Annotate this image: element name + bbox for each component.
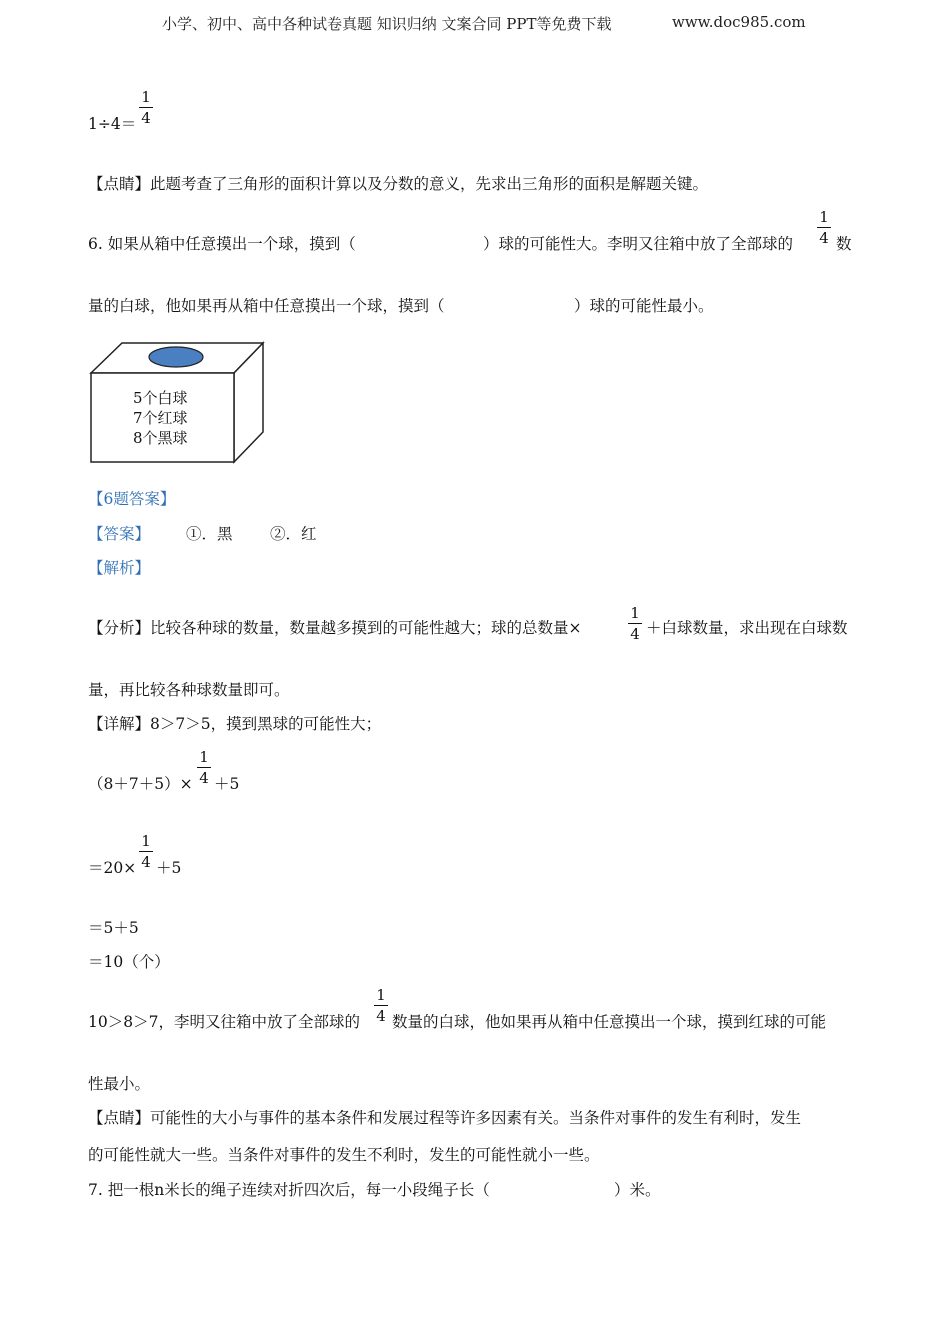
fraction-bar [139,851,153,852]
detail-step4: ＝10（个） [88,953,170,971]
analysis-text3: 量，再比较各种球数量即可。 [88,681,290,699]
answer-heading: 【6题答案】 [88,490,176,508]
box-item-black: 8个黑球 [133,429,188,447]
detail-step1-fraction [197,748,211,787]
q6-part1: 6. 如果从箱中任意摸出一个球，摸到（ [88,235,356,253]
fraction-bar [374,1005,388,1006]
q6-part3: 数 [836,235,852,253]
detail-step2-fraction [139,832,153,871]
q6-line2b: ）球的可能性最小。 [574,297,714,315]
analysis-text1: 比较各种球的数量，数量越多摸到的可能性越大；球的总数量× [150,619,582,637]
detail-text: 8＞7＞5，摸到黑球的可能性大； [150,715,382,733]
answer-1: ①．黑 [186,525,233,543]
answer-2: ②．红 [270,525,317,543]
fraction-numerator: 1 [141,88,151,106]
fraction-numerator: 1 [141,832,151,850]
q7-part2: ）米。 [614,1181,661,1199]
box-item-white: 5个白球 [133,389,188,407]
detail-conclusion-b: 数量的白球，他如果再从箱中任意摸出一个球，摸到红球的可能 [392,1013,827,1031]
fraction-numerator: 1 [819,208,829,226]
detail-tag: 【详解】 [88,715,151,733]
analysis-line1 [88,618,582,638]
fraction-numerator: 1 [199,748,209,766]
analysis-fraction [628,604,642,643]
header-right-link[interactable]: www.doc985.com [672,13,806,31]
fraction-denominator: 4 [630,625,640,643]
fraction-numerator: 1 [376,986,386,1004]
detail-conclusion-fraction [374,986,388,1025]
dianjing-2-tag: 【点睛】 [88,1109,151,1127]
dianjing-1-text: 此题考查了三角形的面积计算以及分数的意义，先求出三角形的面积是解题关键。 [150,175,709,193]
dianjing-2-text2: 的可能性就大一些。当条件对事件的发生不利时，发生的可能性就小一些。 [88,1146,600,1164]
box-label-list [133,388,188,448]
fraction-denominator: 4 [141,853,151,871]
detail-step2b: ＋5 [156,859,182,877]
fraction-bar [628,623,642,624]
detail-step3: ＝5＋5 [88,919,139,937]
box-lid-hole [149,347,203,367]
analysis-text2: ＋白球数量，求出现在白球数 [646,619,848,637]
q6-line2a: 量的白球，他如果再从箱中任意摸出一个球，摸到（ [88,297,445,315]
dianjing-2-line1 [88,1108,801,1128]
equation-top: 1÷4＝ [88,115,137,133]
jiexi-tag: 【解析】 [88,559,151,577]
dianjing-2-text1: 可能性的大小与事件的基本条件和发展过程等许多因素有关。当条件对事件的发生有利时，发生 [150,1109,802,1127]
dianjing-1 [88,174,708,194]
q6-part2: ）球的可能性大。李明又往箱中放了全部球的 [483,235,794,253]
fraction-denominator: 4 [141,109,151,127]
fraction-top [139,88,153,127]
q6-fraction [817,208,831,247]
detail-step1b: ＋5 [214,775,240,793]
dianjing-1-tag: 【点睛】 [88,175,151,193]
header-left: 小学、初中、高中各种试卷真题 知识归纳 文案合同 PPT等免费下载 [162,15,612,33]
box-item-red: 7个红球 [133,409,188,427]
detail-line1 [88,714,381,734]
fraction-bar [817,227,831,228]
detail-step2a: ＝20× [88,859,137,877]
fraction-bar [197,767,211,768]
fraction-denominator: 4 [199,769,209,787]
detail-conclusion-a: 10＞8＞7，李明又往箱中放了全部球的 [88,1013,360,1031]
fraction-denominator: 4 [376,1007,386,1025]
answer-tag: 【答案】 [88,525,151,543]
detail-step1a: （8＋7＋5）× [88,775,193,793]
fraction-denominator: 4 [819,229,829,247]
detail-conclusion-c: 性最小。 [88,1075,151,1093]
fraction-bar [139,107,153,108]
analysis-tag: 【分析】 [88,619,151,637]
q7-part1: 7. 把一根n米长的绳子连续对折四次后，每一小段绳子长（ [88,1181,490,1199]
fraction-numerator: 1 [630,604,640,622]
